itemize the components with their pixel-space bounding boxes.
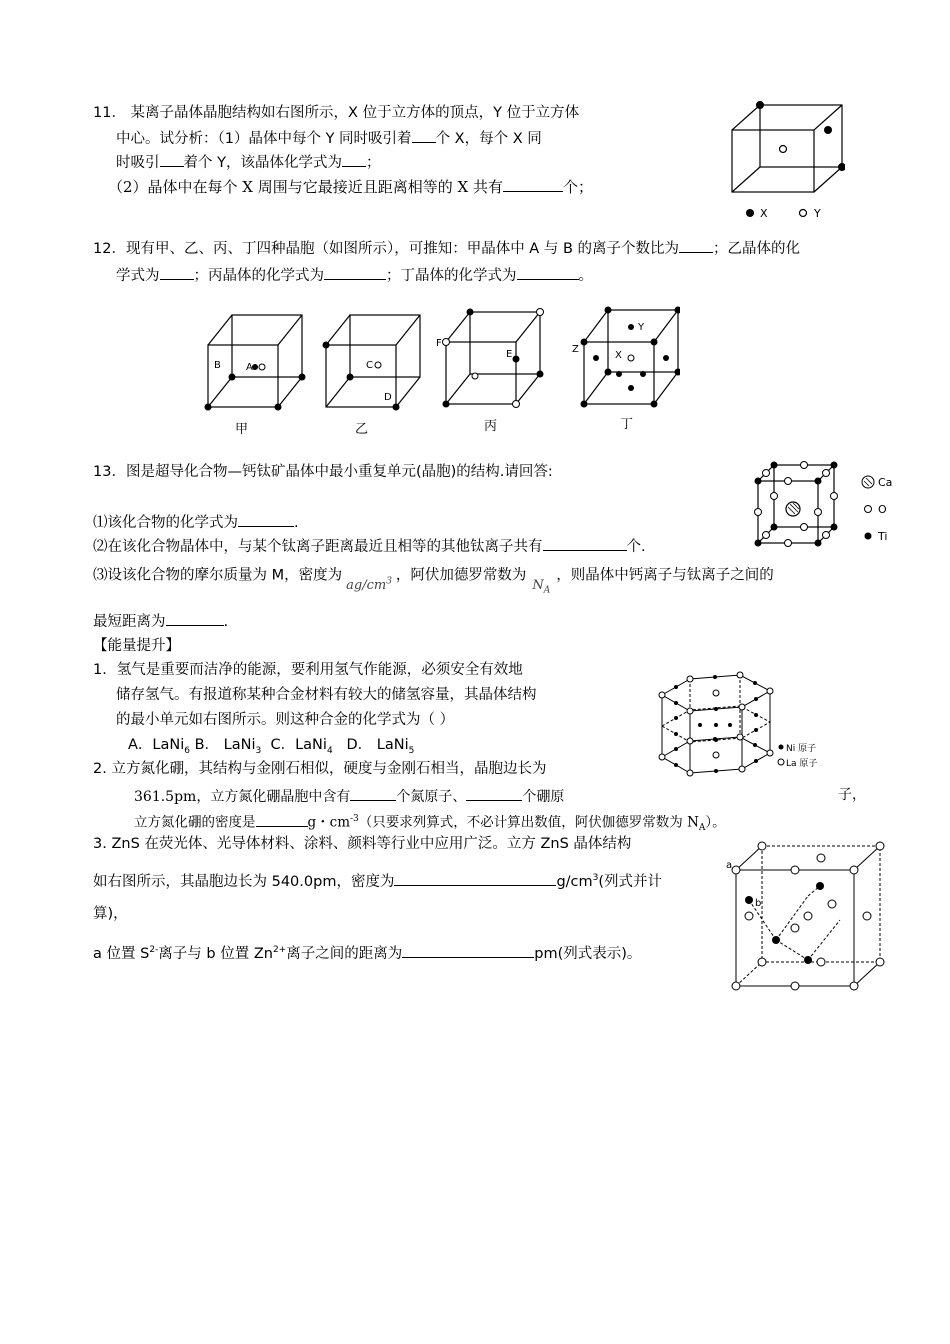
e3-line-4: a 位置 $S^{2-}$离子与 b 位置 $Zn^{2+}$离子之间的距离为 pm(列式表示)。 [93,940,641,964]
svg-text:E: E [506,349,513,360]
q13-legend-ti: Ti [878,530,888,543]
e2-line-1: 2. 立方氮化硼，其结构与金刚石相似，硬度与金刚石相当，晶胞边长为 [93,761,547,777]
e3-fig-label-b: b [755,898,762,909]
svg-text:Y: Y [638,322,645,333]
e1-line-2: 储存氢气。有报道称某种合金材料有较大的储氢容量，其晶体结构 [116,687,537,703]
e1-options: A．LaNi$_6$ B． LaNi$_3$ C．LaNi$_4$ D． LaNi$_5$ [128,737,415,756]
q13-legend-ca: Ca [878,476,893,489]
e2-line-3: 立方氮化硼的密度是 g・$cm^{-3}$（只要求列算式，不必计算出数值，阿伏伽德罗常数为 $N_A$）。 [134,809,726,838]
e1-line-1: 1．氢气是重要而洁净的能源，要利用氢气作能源，必须安全有效地 [93,662,523,678]
e3-fig-label-a: a [726,860,733,871]
q13-line-1: 13．图是超导化合物—钙钛矿晶体中最小重复单元(晶胞)的结构.请回答: [93,464,553,480]
cell-jia [205,315,306,437]
q12-line-2: 学式为 ；丙晶体的化学式为 ；丁晶体的化学式为 。 [116,264,593,286]
e2-line-2: 361.5pm，立方氮化硼晶胞中含有 个氮原子、 个硼原 [134,785,564,807]
cell-bing [436,309,544,435]
label-jia: 甲 [235,422,249,437]
svg-text:Z: Z [572,344,579,355]
q11-crystal-figure [720,97,845,225]
q13-part-3: ⑶设该化合物的摩尔质量为 M，密度为$ag/cm^3$ ，阿伏加德罗常数为$N_A$，则晶体中钙离子与钛离子之间的 [93,567,774,596]
q11-legend-y: Y [814,207,821,220]
svg-text:F: F [436,338,442,349]
q11-line-2: 中心。试分析：（1）晶体中每个 Y 同时吸引着 个 X，每个 X 同 [116,127,542,149]
e3-zns-figure [722,840,897,995]
q12-line-1: 12．现有甲、乙、丙、丁四种晶胞（如图所示），可推知：甲晶体中 A 与 B 的离子个数比为 ；乙晶体的化 [93,237,800,259]
cell-yi [323,315,421,437]
q11-line-1: 11． 某离子晶体晶胞结构如右图所示，X 位于立方体的顶点，Y 位于立方体 [93,105,580,121]
svg-text:D: D [384,392,392,403]
q12-crystal-figures [200,300,680,440]
q11-line-4: （2）晶体中在每个 X 周围与它最接近且距离相等的 X 共有 个； [108,178,593,196]
q11-legend-x: X [760,207,768,220]
q13-part-4: 最短距离为 . [93,610,228,632]
q13-part-1: ⑴该化合物的化学式为 . [93,511,299,533]
cell-ding [572,307,680,433]
e1-line-3: 的最小单元如右图所示。则这种合金的化学式为（ ） [116,712,455,728]
e3-line-2: 如右图所示，其晶胞边长为 540.0pm，密度为 $g/cm^3$(列式并计 [93,868,662,892]
e1-legend-ni: Ni 原子 [786,744,817,754]
e2-line-2-end: 子， [838,787,866,803]
q11-line-3: 时吸引 着个 Y，该晶体化学式为 ； [116,151,380,173]
e3-line-1: 3. ZnS 在荧光体、光导体材料、涂料、颜料等行业中应用广泛。立方 ZnS 晶体结构 [93,836,632,852]
svg-text:B: B [214,360,221,371]
label-bing: 丙 [484,419,498,434]
svg-text:C: C [366,360,373,371]
e1-legend-la: La 原子 [786,759,818,769]
q13-perovskite-figure [748,455,898,555]
svg-text:X: X [615,350,622,361]
label-yi: 乙 [355,422,369,437]
q13-part-2: ⑵在该化合物晶体中，与某个钛离子距离最近且相等的其他钛离子共有 个. [93,535,646,557]
section-title: 【能量提升】 [93,638,180,654]
q13-legend-o: O [878,503,887,516]
e3-line-3: 算)， [93,906,128,922]
e1-lani-figure [650,665,835,785]
label-ding: 丁 [620,417,634,432]
svg-text:A: A [246,362,253,373]
